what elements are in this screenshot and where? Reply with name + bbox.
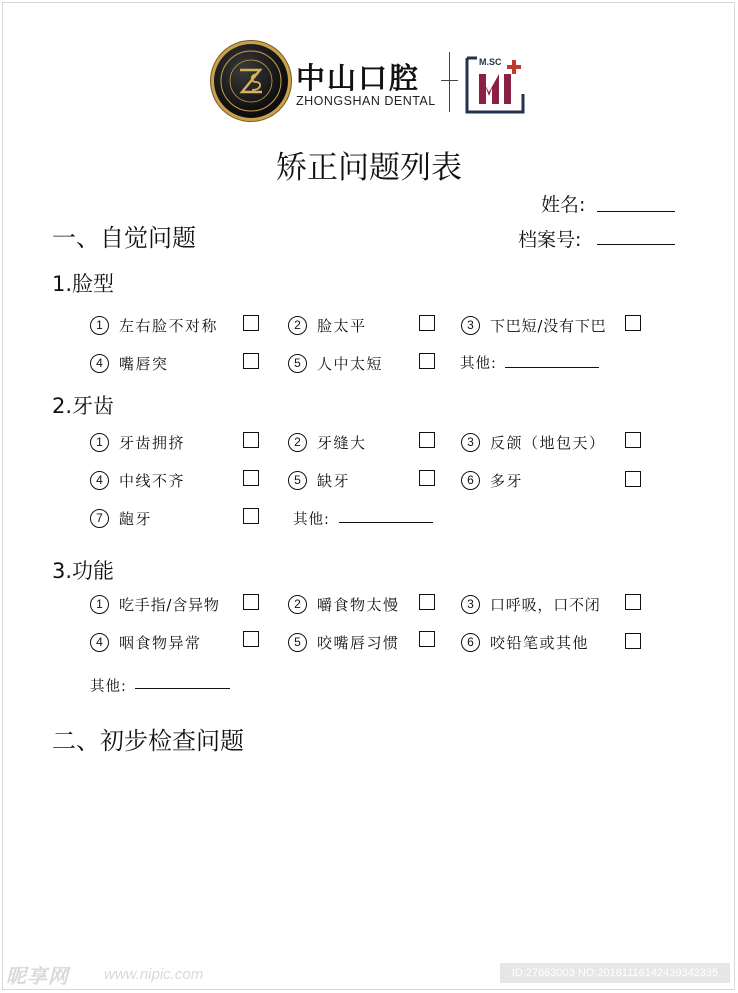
checkbox-lip-biting[interactable] [419, 631, 435, 647]
file-number-field-line[interactable] [597, 244, 675, 245]
face-other-label: 其他: [460, 356, 497, 372]
watermark-id: ID:27663003 NO:20181116142439342335 [500, 963, 730, 983]
subheading-teeth: 2.牙齿 [52, 394, 115, 418]
subheading-function: 3.功能 [52, 559, 115, 583]
checkbox-protruding-lips[interactable] [243, 353, 259, 369]
checkbox-face-asymmetry[interactable] [243, 315, 259, 331]
option-label: 嘴唇突 [119, 355, 169, 373]
option-label: 人中太短 [317, 355, 384, 373]
checkbox-crowded-teeth[interactable] [243, 432, 259, 448]
number-badge: 3 [461, 433, 480, 452]
teeth-other-label: 其他: [293, 512, 330, 528]
option-label: 反颌（地包天） [490, 434, 606, 452]
option-label: 多牙 [490, 472, 524, 490]
option-label: 口呼吸，口不闭 [490, 596, 601, 614]
number-badge: 4 [90, 354, 109, 373]
number-badge: 7 [90, 509, 109, 528]
number-badge: 4 [90, 633, 109, 652]
watermark-url: www.nipic.com [104, 966, 204, 983]
checkbox-face-flat[interactable] [419, 315, 435, 331]
checkbox-abnormal-swallowing[interactable] [243, 631, 259, 647]
checkbox-short-philtrum[interactable] [419, 353, 435, 369]
option-label: 中线不齐 [119, 472, 186, 490]
number-badge: 6 [461, 471, 480, 490]
option-label: 牙缝大 [317, 434, 367, 452]
face-other-field-line[interactable] [505, 367, 599, 368]
number-badge: 5 [288, 471, 307, 490]
brand-name-en: ZHONGSHAN DENTAL [296, 94, 436, 108]
teeth-other-field-line[interactable] [339, 522, 433, 523]
option-label: 下巴短/没有下巴 [490, 317, 607, 335]
subheading-face: 1.脸型 [52, 272, 115, 296]
checkbox-underbite[interactable] [625, 432, 641, 448]
number-badge: 1 [90, 595, 109, 614]
checkbox-short-chin[interactable] [625, 315, 641, 331]
option-label: 龅牙 [119, 510, 153, 528]
number-badge: 1 [90, 316, 109, 335]
option-label: 吃手指/含异物 [119, 596, 220, 614]
checkbox-slow-chewing[interactable] [419, 594, 435, 610]
logo-divider-dash [441, 80, 458, 81]
name-label: 姓名: [541, 194, 586, 216]
brand-name-cn: 中山口腔 [296, 61, 421, 95]
msc-partner-logo [465, 54, 529, 114]
number-badge: 3 [461, 316, 480, 335]
number-badge: 2 [288, 433, 307, 452]
number-badge: 5 [288, 633, 307, 652]
checkbox-missing-teeth[interactable] [419, 470, 435, 486]
checkbox-thumb-sucking[interactable] [243, 594, 259, 610]
page-title: 矫正问题列表 [276, 150, 462, 186]
number-badge: 3 [461, 595, 480, 614]
option-label: 咽食物异常 [119, 634, 202, 652]
option-label: 嚼食物太慢 [317, 596, 400, 614]
number-badge: 1 [90, 433, 109, 452]
number-badge: 2 [288, 316, 307, 335]
name-field-line[interactable] [597, 211, 675, 212]
number-badge: 6 [461, 633, 480, 652]
watermark-logo: 昵享网 [6, 964, 69, 988]
option-label: 左右脸不对称 [119, 317, 219, 335]
section-heading-self-reported: 一、自觉问题 [52, 224, 196, 252]
checkbox-tooth-gaps[interactable] [419, 432, 435, 448]
checkbox-extra-teeth[interactable] [625, 471, 641, 487]
checkbox-buck-teeth[interactable] [243, 508, 259, 524]
checkbox-pencil-biting[interactable] [625, 633, 641, 649]
checkbox-mouth-breathing[interactable] [625, 594, 641, 610]
number-badge: 5 [288, 354, 307, 373]
hospital-seal-logo [214, 44, 288, 118]
file-number-label: 档案号: [518, 229, 582, 251]
number-badge: 2 [288, 595, 307, 614]
function-other-label: 其他: [90, 679, 127, 695]
option-label: 牙齿拥挤 [119, 434, 186, 452]
option-label: 咬铅笔或其他 [490, 634, 590, 652]
checkbox-midline-misaligned[interactable] [243, 470, 259, 486]
option-label: 咬嘴唇习惯 [317, 634, 400, 652]
msc-tag-text: M.SC [479, 57, 502, 67]
section-heading-initial-exam: 二、初步检查问题 [52, 727, 244, 755]
function-other-field-line[interactable] [135, 688, 230, 689]
logo-divider [449, 52, 450, 112]
number-badge: 4 [90, 471, 109, 490]
option-label: 脸太平 [317, 317, 367, 335]
option-label: 缺牙 [317, 472, 351, 490]
